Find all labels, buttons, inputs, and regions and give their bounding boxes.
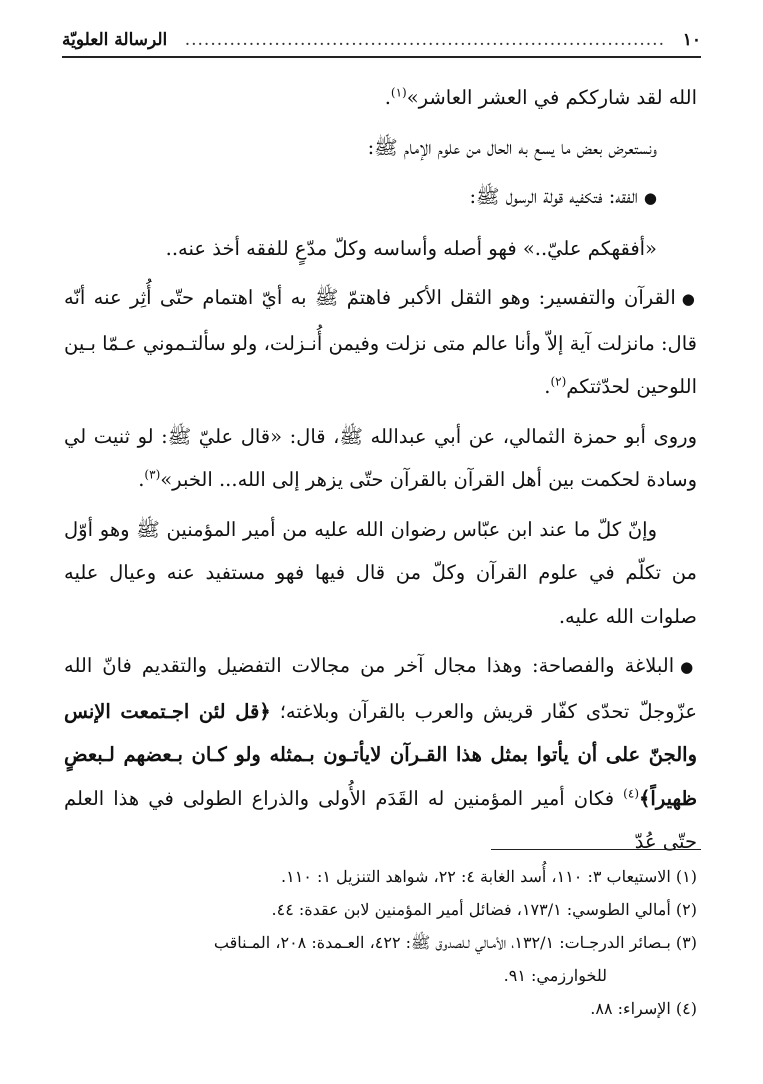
footnote-2: (٢) أمالي الطوسي: ١٧٣/١، فضائل أمير المؤمنين لابن عقدة: ٤٤.: [271, 900, 697, 919]
paragraph-5-tail: .: [544, 375, 551, 398]
paragraph-1: [64, 76, 697, 120]
footnote-ref-4[interactable]: (٤): [623, 786, 639, 800]
paragraph-6: [64, 415, 697, 502]
footnote-1: (١) الاستيعاب ٣: ١١٠، أُسد الغابة ٤: ٢٢، شواهد التنزيل ١: ١١٠.: [281, 867, 697, 886]
header-leader-dots: ...........................................................................: [184, 30, 665, 50]
paragraph-8-text: البلاغة والفصاحة: وهذا مجال آخر من مجالات التفضيل والتقديم فانّ الله عزّوجلّ تحدّى كفّار قريش والعرب بالقرآن وبلاغته؛: [64, 654, 697, 723]
footnote-separator: [491, 849, 701, 850]
quran-verse: ﴿قل لئن اجـتمعت الإنس والجنّ على أن يأتوا بمثل هذا القـرآن لايأتـون بـمثله ولو كـان بـعضهم لـبعضٍ ظهيراً﴾: [64, 699, 697, 810]
footnote-3-continuation: للخوارزمي: ٩١.: [503, 966, 607, 985]
footnote-4: (٤) الإسراء: ٨٨.: [590, 999, 697, 1018]
paragraph-8-continuation: فكان أمير المؤمنين له القَدَم الأُولى والذراع الطولى في هذا العلم حتّى عُدّ: [64, 786, 697, 853]
book-title: الرسالة العلويّة: [62, 30, 168, 50]
paragraph-3: [64, 175, 697, 221]
paragraph-5-text: القرآن والتفسير: وهو الثقل الأكبر فاهتمّ ﷺ به أيّ اهتمام حتّى أُثِر عنه أنّه قال: مانزلت آية إلاّ وأنا عالم متى نزلت وفيمن أُنـزلت، ولو سألتـموني عـمّا بـين اللوحين لحدّثتكم: [64, 286, 697, 398]
bullet-icon: ●: [680, 658, 698, 676]
paragraph-2: ونستعرض بعض ما يسع به الحال من علوم الإمام ﷺ:: [367, 135, 657, 159]
footnote-3: (٣) بـصائر الدرجـات: ١٣٢/١، الأمـالي لـلصدوق ﷺ: ٤٢٢، العـمدة: ٢٠٨، المـناقب: [213, 933, 697, 952]
paragraph-1-text: الله لقد شارككم في العشر العاشر»: [406, 86, 697, 109]
footnotes: [64, 860, 697, 1025]
paragraph-6-text: وروى أبو حمزة الثمالي، عن أبي عبدالله ﷺ، قال: «قال عليّ ﷺ: لو ثنيت لي وسادة لحكمت بين أهل القرآن بالقرآن حتّى يزهر إلى الله... الخبر»: [64, 424, 697, 491]
footnote-ref-1[interactable]: (١): [390, 85, 407, 100]
bullet-icon: ●: [681, 290, 697, 308]
paragraph-7: وإنّ كلّ ما عند ابن عبّاس رضوان الله عليه من أمير المؤمنين ﷺ وهو أوّل من تكلّم في علوم القرآن وكلّ من قال فيها فهو مستفيد عنه وعيال عليه صلوات الله عليه.: [64, 517, 697, 628]
paragraph-8: [64, 644, 697, 864]
running-header: [62, 30, 701, 56]
footnote-ref-2[interactable]: (٢): [550, 374, 567, 389]
bullet-icon: ●: [643, 189, 657, 207]
footnote-ref-3[interactable]: (٣): [144, 467, 161, 482]
paragraph-3-text: الفقه: فتكفيه قولة الرسول ﷺ:: [469, 185, 638, 208]
header-rule: [62, 56, 701, 58]
main-text: [64, 76, 697, 864]
paragraph-6-tail: .: [138, 468, 145, 491]
paragraph-4: «أفقهكم عليّ..» فهو أصله وأساسه وكلّ مدّعٍ للفقه أخذ عنه..: [165, 236, 657, 260]
paragraph-1-tail: .: [384, 86, 391, 109]
page-number: ١٠: [682, 30, 701, 50]
paragraph-5: [64, 276, 697, 409]
